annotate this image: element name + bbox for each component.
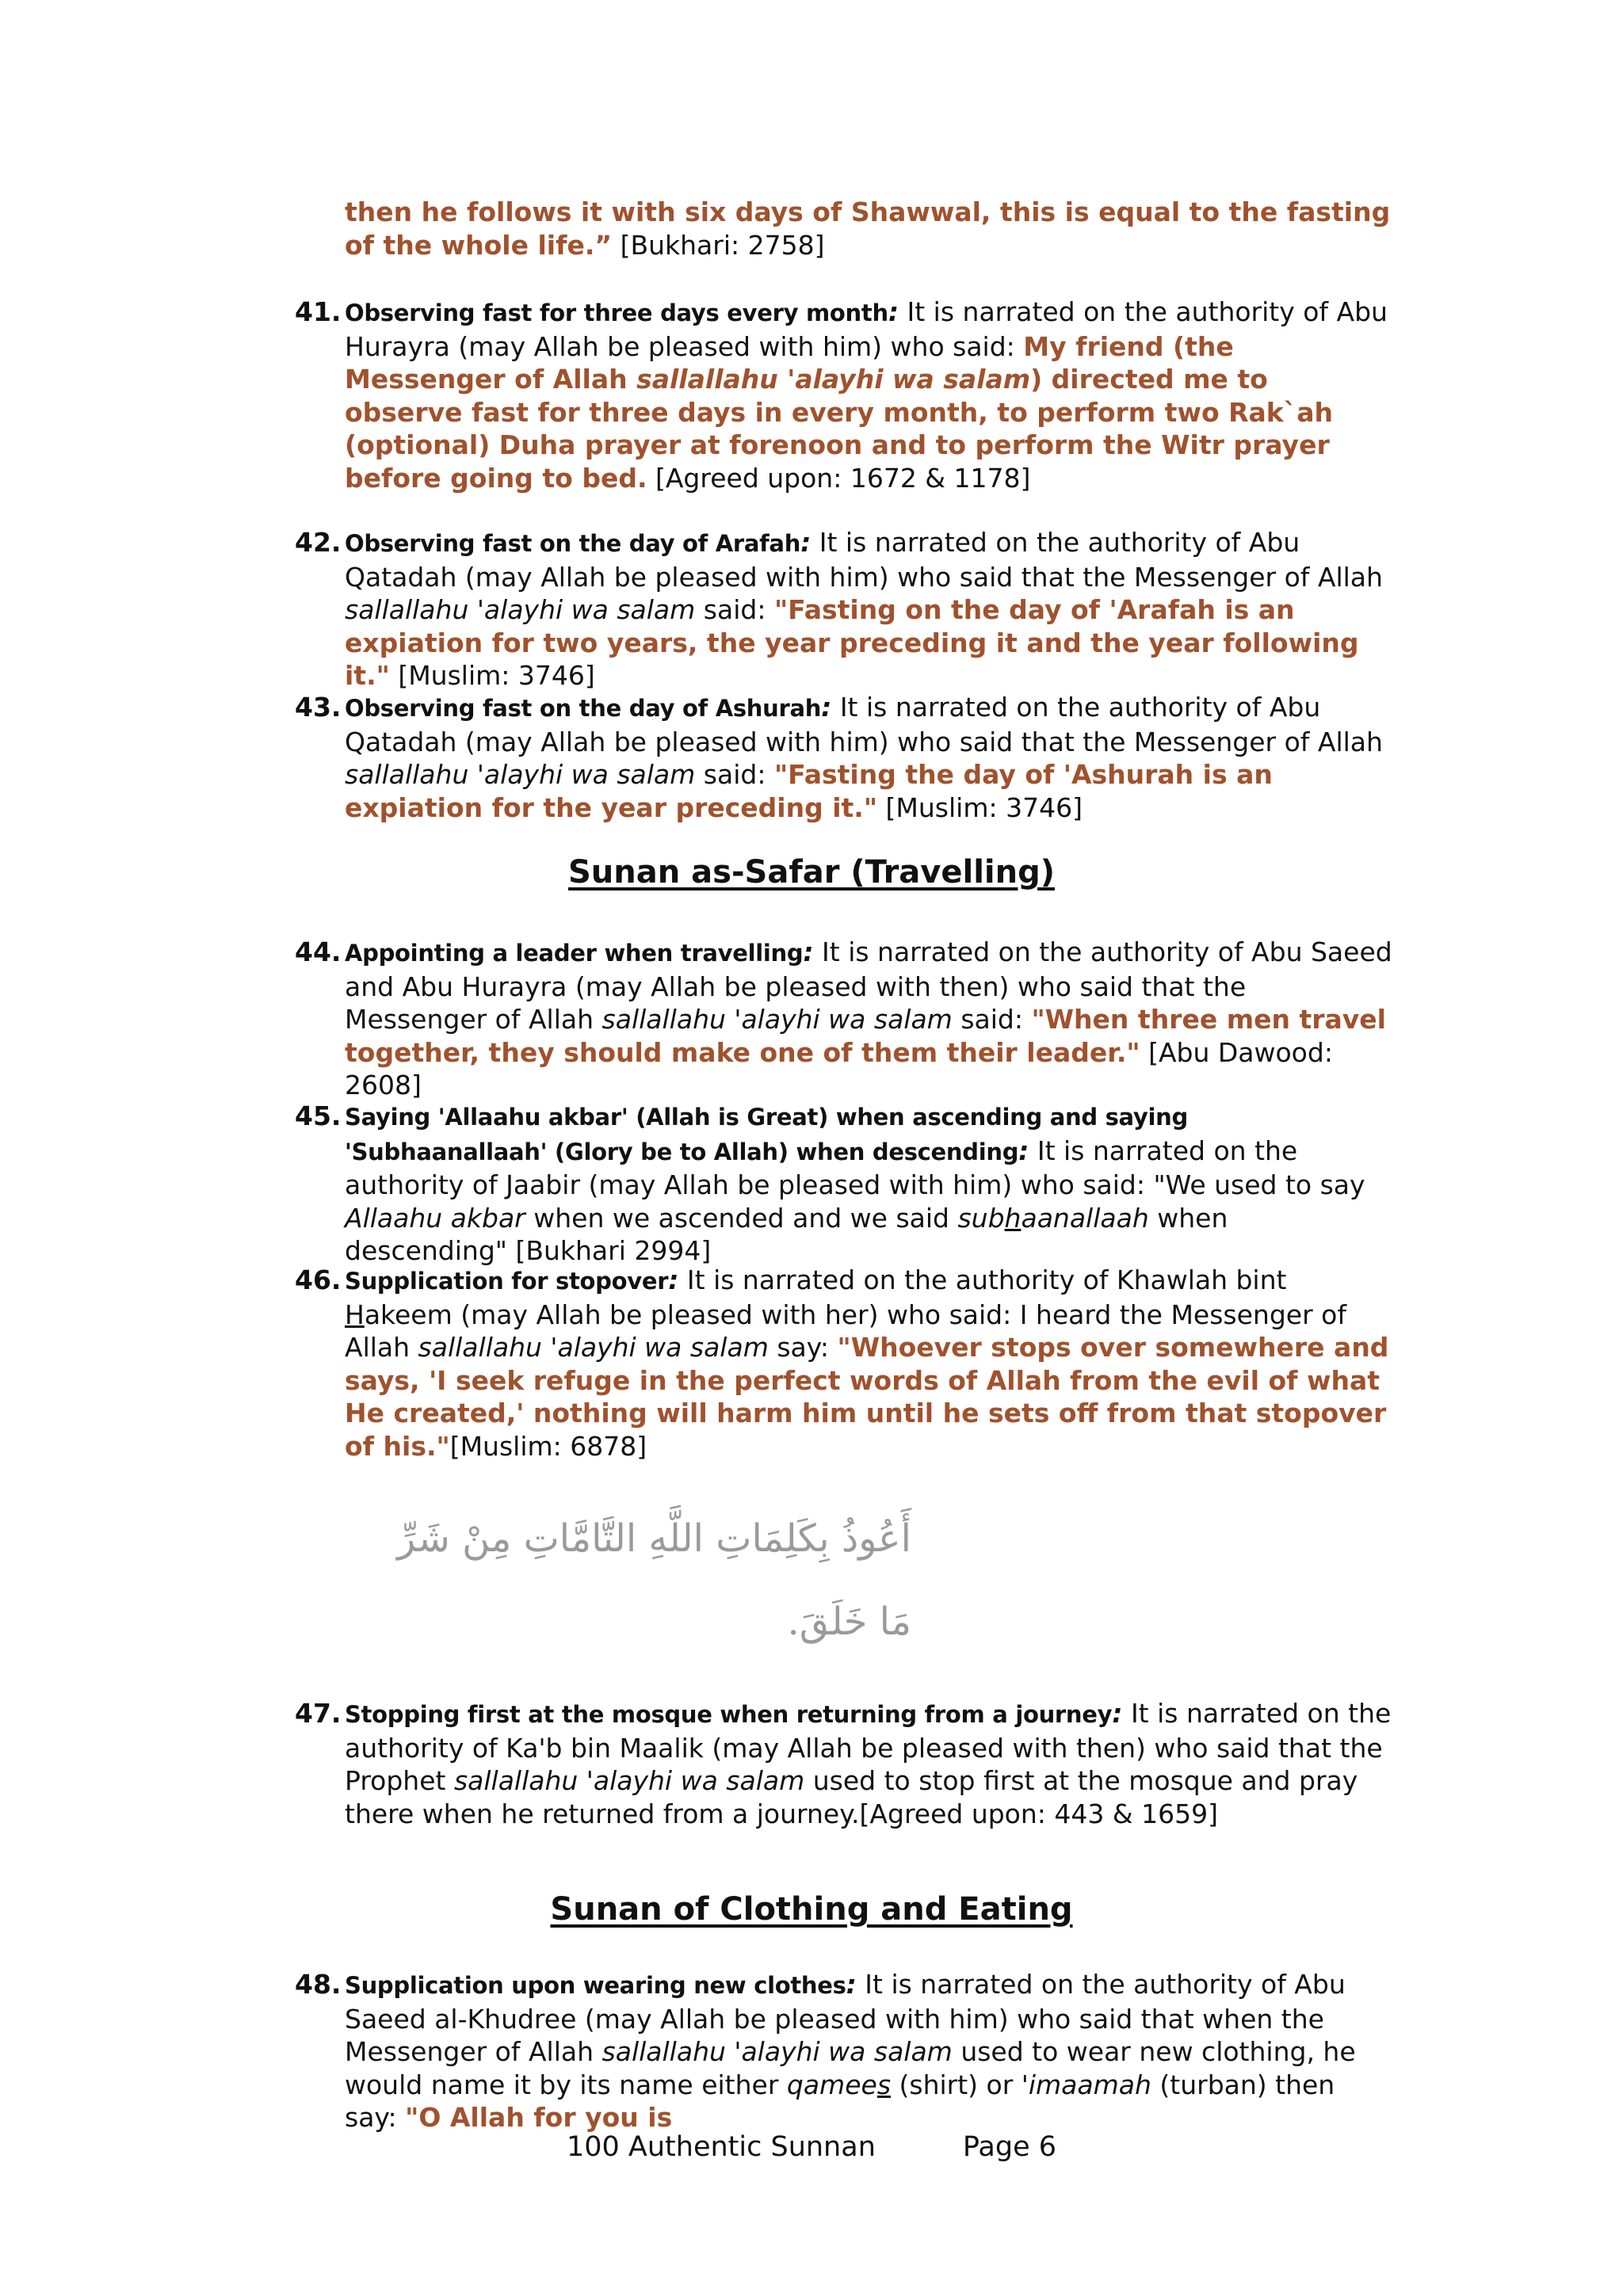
sunnah-item-46 (295, 1264, 1392, 1463)
hadith-quote: "Whoever stops over somewhere and says, 'I seek refuge in the perfect words of Allah from the evil of what He created,' nothing will harm him until he sets off from that stopover of his." (345, 1332, 1389, 1462)
sunnah-item-48 (295, 1968, 1392, 2134)
honorific-italic: sallallahu 'alayhi wa salam (453, 1765, 805, 1796)
sunnah-item-41 (295, 296, 1392, 494)
item-text: used to wear new clothing, he would name it by its name either (345, 2036, 1356, 2100)
arabic-line-1: أَعُوذُ بِكَلِمَاتِ اللَّهِ التَّامَّاتِ مِنْ شَرِّ (397, 1516, 911, 1561)
hadith-reference: [Agreed upon: 1672 & 1178] (647, 462, 1031, 494)
title-colon: : (803, 936, 814, 967)
qamees-underlined-letter: s (876, 2069, 892, 2100)
hadith-quote-part: My friend (the Messenger of Allah (345, 330, 1234, 395)
item-title: Appointing a leader when travelling (345, 940, 804, 967)
honorific-italic: sallallahu 'alayhi wa salam (345, 594, 696, 625)
item-text: It is narrated on the authority of Ka'b bin Maalik (may Allah be pleased with then) who said that the Prophet (345, 1698, 1392, 1796)
footer-title: 100 Authentic Sunnan (566, 2131, 876, 2163)
honorific-italic: sallallahu 'alayhi wa salam (345, 759, 696, 790)
item-number: 47. (295, 1698, 342, 1729)
sunnah-item-47 (295, 1697, 1392, 1830)
title-colon: : (800, 527, 812, 558)
page-number: Page 6 (962, 2131, 1056, 2163)
item-text: when we ascended and we said (525, 1202, 958, 1234)
item-text: akeem (may Allah be pleased with her) who said: I heard the Messenger of Allah (345, 1299, 1346, 1363)
title-colon: : (846, 1969, 857, 2000)
item-text: It is narrated on the authority of Abu Hurayra (may Allah be pleased with him) who said: (345, 296, 1388, 362)
honorific-italic: sallallahu 'alayhi wa salam (418, 1332, 769, 1363)
underlined-letter: H (345, 1299, 365, 1330)
hadith-reference: [Muslim: 3746] (389, 660, 595, 691)
hadith-quote: "Fasting the day of 'Ashurah is an expiation for the year preceding it." (345, 759, 1273, 823)
item-text: when descending" [Bukhari 2994] (345, 1202, 1228, 1266)
honorific-italic: sallallahu 'alayhi wa salam (601, 2036, 953, 2067)
item-text: (turban) then say: (345, 2069, 1335, 2133)
item-text: said: (695, 759, 774, 790)
item-text: It is narrated on the authority of Jaabir (may Allah be pleased with him) who said: "We used to say (345, 1135, 1365, 1200)
sunnah-item-42 (295, 526, 1392, 692)
hadith-reference: [Abu Dawood: 2608] (345, 1036, 1333, 1100)
item-text: used to stop first at the mosque and pray there when he returned from a journey.[Agreed upon: 443 & 1659] (345, 1765, 1358, 1829)
item-text: It is narrated on the authority of Abu Qatadah (may Allah be pleased with him) who said that the Messenger of Allah (345, 527, 1383, 593)
title-colon: : (888, 296, 899, 327)
hadith-quote: "O Allah for you is (405, 2102, 673, 2133)
item-number: 48. (295, 1969, 342, 2000)
item-number: 44. (295, 936, 342, 967)
item-text: It is narrated on the authority of Abu Saeed and Abu Hurayra (may Allah be pleased with then) who said that the Messenger of Allah (345, 936, 1392, 1035)
item-text: It is narrated on the authority of Khawlah bint (686, 1264, 1287, 1295)
item-text: (shirt) or (891, 2069, 1022, 2100)
title-colon: : (821, 692, 832, 723)
tasbih-italic (957, 1203, 1148, 1234)
item-text: It is narrated on the authority of Abu Qatadah (may Allah be pleased with him) who said that the Messenger of Allah (345, 692, 1383, 757)
hadith-quote: "Fasting on the day of 'Arafah is an expiation for two years, the year preceding it and the year following it." (345, 594, 1359, 691)
item-text: It is narrated on the authority of Abu Saeed al-Khudree (may Allah be pleased with him) who said that when the Messenger of Allah (345, 1969, 1346, 2067)
hadith-quote: "When three men travel together, they should make one of them their leader." (345, 1004, 1386, 1068)
title-colon: : (1112, 1698, 1123, 1729)
sunnah-item-43 (295, 691, 1392, 824)
arabic-supplication (341, 1497, 911, 1664)
intro-quote: then he follows it with six days of Shawwal, this is equal to the fasting of the whole life.” (345, 196, 1391, 261)
item-number: 45. (295, 1100, 342, 1131)
item-title: Observing fast for three days every month (345, 299, 888, 326)
takbir-italic: Allaahu akbar (345, 1202, 525, 1234)
section-heading-safar: Sunan as-Safar (Travelling) (567, 854, 1056, 891)
title-colon: : (668, 1264, 679, 1295)
imaamah-italic: 'imaamah (1021, 2069, 1151, 2100)
arabic-line-2: مَا خَلَقَ. (787, 1600, 911, 1644)
qamees-italic (787, 2069, 891, 2100)
item-number: 46. (295, 1264, 342, 1295)
item-text: said: (952, 1004, 1032, 1035)
qamees-part: qamee (786, 2069, 877, 2100)
page-footer (0, 2131, 1623, 2163)
item-title: Supplication upon wearing new clothes (345, 1972, 846, 1999)
sunnah-item-45 (295, 1100, 1392, 1268)
tasbih-underlined-letter: h (1004, 1202, 1022, 1234)
item-number: 42. (295, 527, 342, 558)
item-number: 41. (295, 296, 342, 327)
item-title: Observing fast on the day of Ashurah (345, 695, 822, 722)
item-text: say: (768, 1332, 838, 1363)
section-heading-clothing: Sunan of Clothing and Eating (550, 1891, 1073, 1928)
tasbih-part: aanallaah (1021, 1202, 1149, 1234)
intro-paragraph (345, 196, 1391, 261)
honorific-italic: sallallahu 'alayhi wa salam (601, 1004, 953, 1035)
tasbih-part: sub (957, 1202, 1005, 1234)
title-colon: : (1018, 1135, 1029, 1166)
item-title: Saying 'Allaahu akbar' (Allah is Great) when ascending and saying 'Subhaanallaah' (Glory be to Allah) when descending (345, 1104, 1188, 1165)
sunnah-item-44 (295, 936, 1392, 1102)
item-title: Stopping first at the mosque when returning from a journey (345, 1701, 1113, 1728)
honorific-italic: sallallahu 'alayhi wa salam (636, 364, 1031, 395)
item-text: said: (695, 594, 774, 625)
hadith-quote-part: ) directed me to observe fast for three days in every month, to perform two Rak`ah (optional) Duha prayer at forenoon and to perform the Witr prayer before going to bed. (345, 364, 1333, 494)
item-title: Supplication for stopover (345, 1268, 669, 1295)
intro-reference: [Bukhari: 2758] (620, 229, 825, 261)
item-number: 43. (295, 692, 342, 723)
hadith-reference: [Muslim: 6878] (449, 1430, 647, 1462)
item-title: Observing fast on the day of Arafah (345, 530, 801, 557)
hadith-reference: [Muslim: 3746] (877, 791, 1083, 823)
